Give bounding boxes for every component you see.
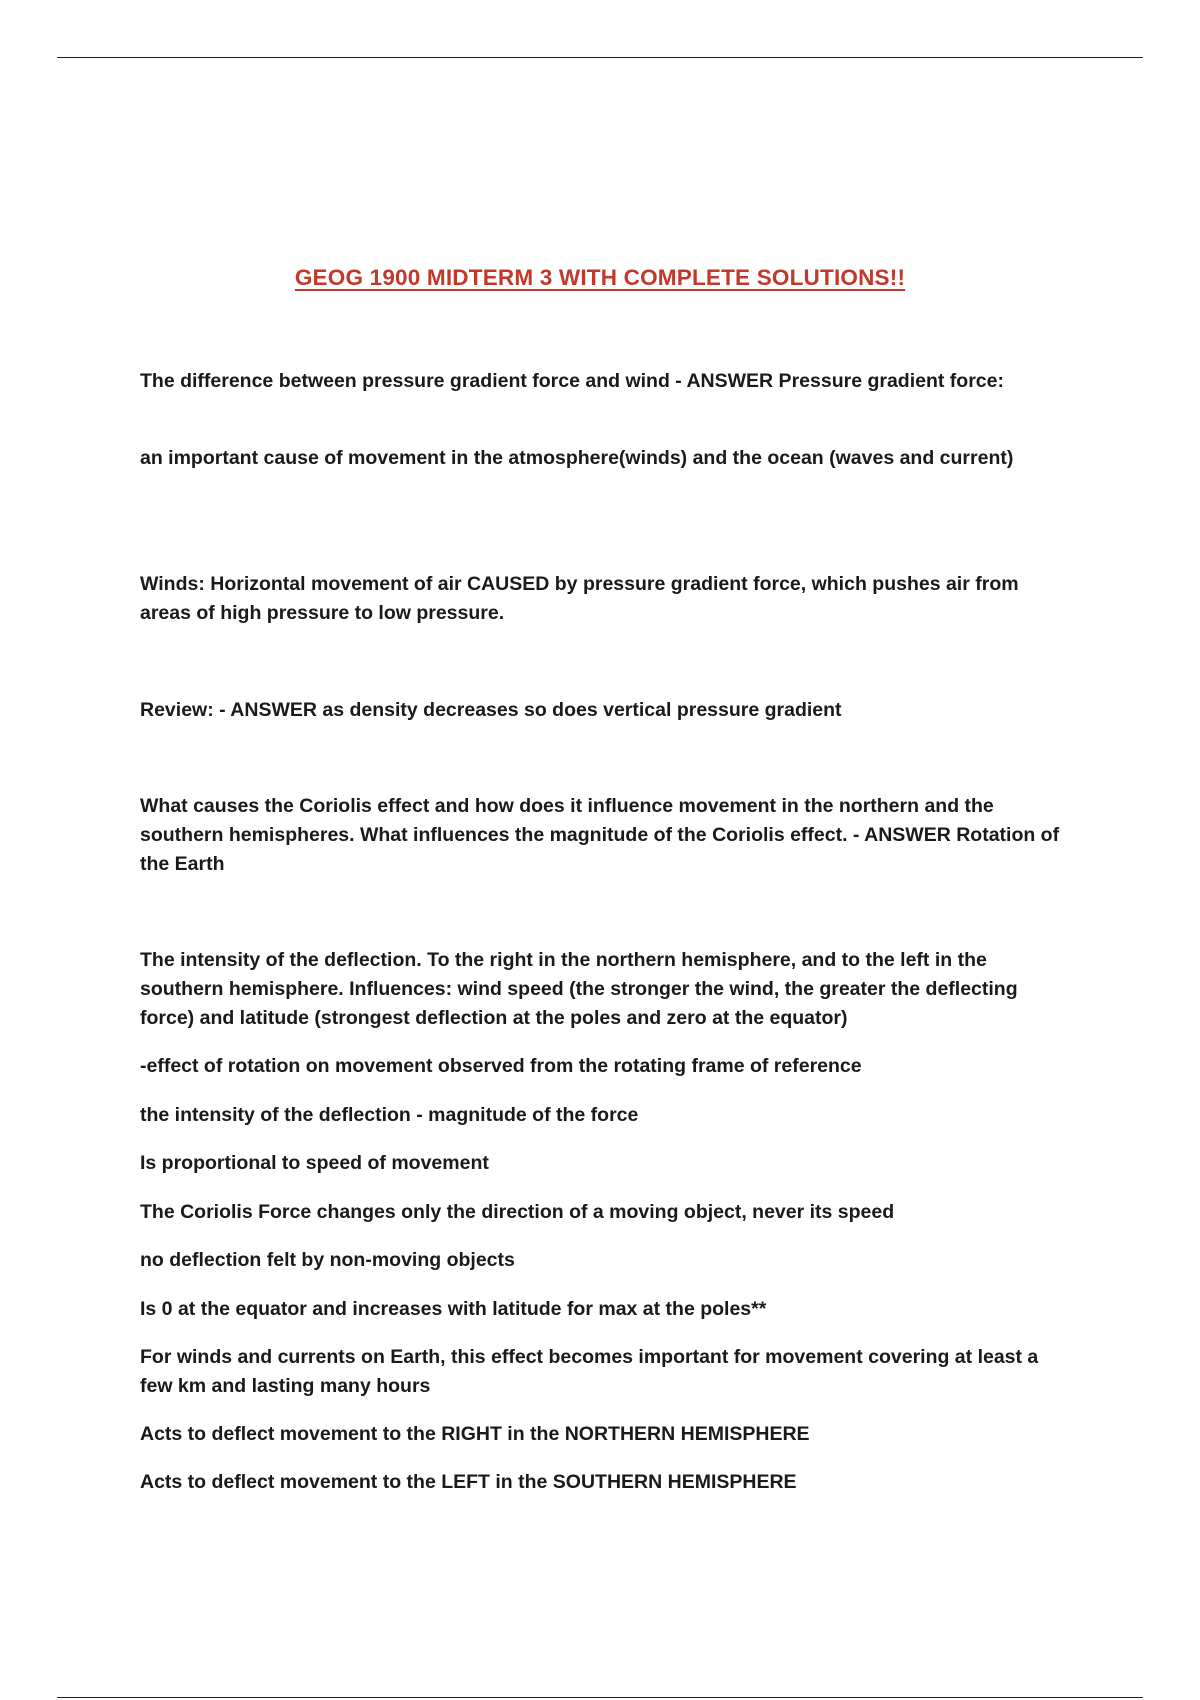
- paragraph-southern: Acts to deflect movement to the LEFT in the SOUTHERN HEMISPHERE: [140, 1471, 797, 1493]
- paragraph-proportional: Is proportional to speed of movement: [140, 1152, 489, 1174]
- paragraph-review: Review: - ANSWER as density decreases so does vertical pressure gradient: [140, 699, 842, 721]
- paragraph-effect-of-rotation: -effect of rotation on movement observed from the rotating frame of reference: [140, 1055, 862, 1077]
- paragraph-pgf-definition: an important cause of movement in the atmosphere(winds) and the ocean (waves and current): [140, 447, 1014, 469]
- paragraph-deflection-intensity: The intensity of the deflection. To the right in the northern hemisphere, and to the left in the southern hemisphere. Influences: wind speed (the stronger the wind, the greater the deflecting force) and latitude (strongest deflection at the poles and zero at the equator): [140, 949, 1018, 1029]
- document-title: [0, 265, 1200, 291]
- paragraph-coriolis-question: What causes the Coriolis effect and how does it influence movement in the northern and the southern hemispheres. What influences the magnitude of the Coriolis effect. - ANSWER Rotation of the Earth: [140, 795, 1060, 875]
- paragraph-northern: Acts to deflect movement to the RIGHT in the NORTHERN HEMISPHERE: [140, 1423, 810, 1445]
- document-title-text: GEOG 1900 MIDTERM 3 WITH COMPLETE SOLUTIONS!!: [294, 265, 906, 290]
- header-rule: [57, 57, 1143, 58]
- paragraph-magnitude: the intensity of the deflection - magnitude of the force: [140, 1104, 639, 1126]
- paragraph-equator: Is 0 at the equator and increases with latitude for max at the poles**: [140, 1298, 767, 1320]
- paragraph-direction-only: The Coriolis Force changes only the direction of a moving object, never its speed: [140, 1201, 895, 1223]
- paragraph-non-moving: no deflection felt by non-moving objects: [140, 1249, 515, 1271]
- footer-rule: [57, 1697, 1143, 1698]
- paragraph-winds: Winds: Horizontal movement of air CAUSED by pressure gradient force, which pushes air from areas of high pressure to low pressure.: [140, 573, 1019, 624]
- paragraph-winds-currents: For winds and currents on Earth, this effect becomes important for movement covering at least a few km and lasting many hours: [140, 1346, 1039, 1397]
- paragraph-pgf-question: The difference between pressure gradient force and wind - ANSWER Pressure gradient force:: [140, 370, 1004, 392]
